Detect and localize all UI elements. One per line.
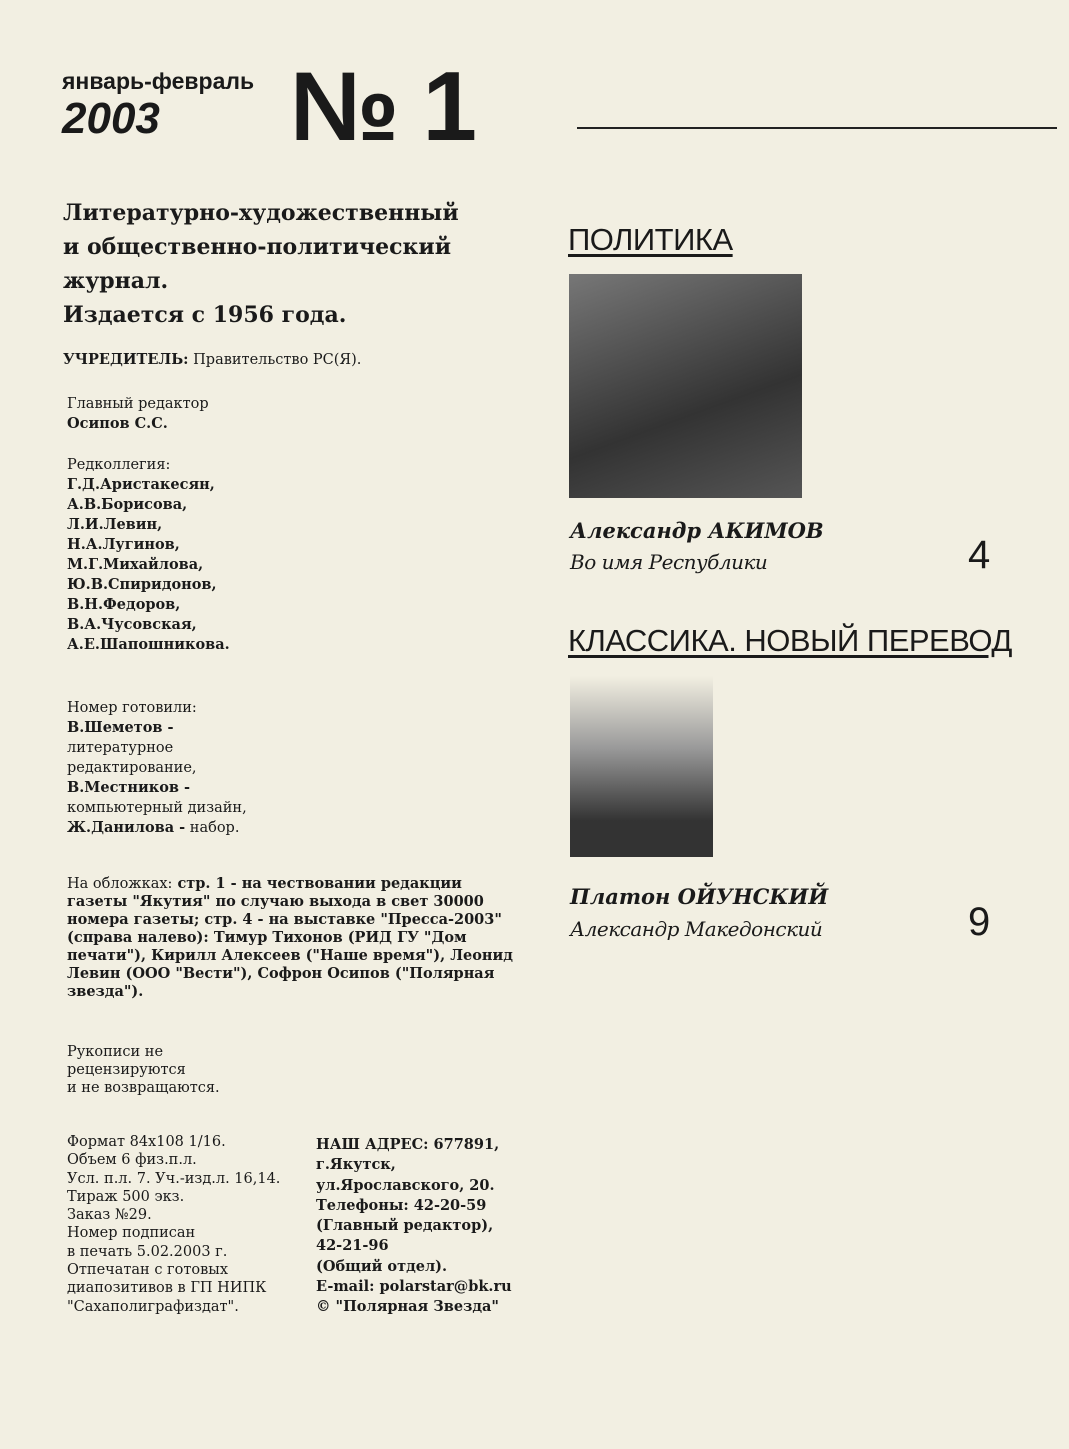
journal-description [63, 196, 483, 332]
imprint-line: Объем 6 физ.п.л. [67, 1152, 197, 1169]
board-member: Ю.В.Спиридонов, [67, 576, 217, 593]
page-number: 9 [968, 900, 991, 944]
article-author: Платон ОЙУНСКИЙ [570, 884, 829, 909]
address-line: (Общий отдел). [316, 1257, 448, 1275]
address-line: © "Полярная Звезда" [316, 1298, 499, 1316]
prepared-by [67, 698, 247, 838]
board-member: Г.Д.Аристакесян, [67, 476, 215, 493]
article-title[interactable]: Во имя Республики [570, 550, 768, 574]
editor-label: Главный редактор [67, 396, 209, 412]
note-line: и не возвращаются. [67, 1080, 220, 1096]
imprint-line: Формат 84х108 1/16. [67, 1134, 226, 1150]
person-name: Ж.Данилова - [67, 819, 186, 836]
address-line: г.Якутск, [316, 1156, 396, 1174]
imprint-line: Номер подписан [67, 1225, 196, 1242]
prepared-line [67, 798, 247, 818]
issue-number: № 1 [290, 51, 475, 161]
address-line: ул.Ярославского, 20. [316, 1176, 495, 1194]
desc-line: и общественно-политический [63, 234, 452, 260]
note-line: рецензируются [67, 1062, 186, 1078]
imprint-line: Усл. п.л. 7. Уч.-изд.л. 16,14. [67, 1170, 281, 1187]
prepared-label: Номер готовили: [67, 700, 197, 716]
section-heading-politics: ПОЛИТИКА [568, 222, 733, 257]
board-label: Редколлегия: [67, 457, 171, 473]
address [316, 1135, 512, 1318]
imprint-line: диапозитивов в ГП НИПК [67, 1280, 267, 1297]
imprint-line: Заказ №29. [67, 1207, 152, 1224]
photo-oyunsky [570, 676, 713, 857]
address-line: Телефоны: 42-20-59 [316, 1196, 487, 1214]
founder-label: УЧРЕДИТЕЛЬ: [63, 351, 189, 368]
board-member: В.А.Чусовская, [67, 616, 197, 633]
covers-text: стр. 1 - на чествовании редакции газеты "Якутия" по случаю выхода в свет 30000 номера газеты; стр. 4 - на выставке "Пресса-2003" (справа налево): Тимур Тихонов (РИД ГУ "Дом печати"), Кирилл Алексеев ("Наше время"), Леонид Левин (ООО "Вести"), Софрон Осипов ("Полярная звезда"). [67, 875, 513, 1000]
role: набор. [185, 820, 240, 836]
person-name: В.Шеметов - [67, 719, 174, 736]
covers-label: На обложках: [67, 876, 173, 892]
desc-line: журнал. [63, 268, 169, 294]
page-number: 4 [968, 533, 991, 577]
note-line: Рукописи не [67, 1044, 164, 1060]
board-member: Л.И.Левин, [67, 516, 163, 533]
section-heading-classics: КЛАССИКА. НОВЫЙ ПЕРЕВОД [568, 623, 1012, 658]
article-title[interactable]: Александр Македонский [570, 917, 823, 941]
role: литературное [67, 740, 174, 756]
board-member: А.Е.Шапошникова. [67, 636, 230, 653]
editor [67, 394, 209, 434]
imprint-line: Отпечатан с готовых [67, 1262, 229, 1279]
editorial-board [67, 455, 230, 655]
imprint-line: Тираж 500 экз. [67, 1188, 185, 1205]
prepared-line [67, 778, 247, 798]
role: редактирование, [67, 760, 197, 776]
address-line: 42-21-96 [316, 1237, 389, 1255]
imprint [67, 1133, 280, 1316]
prepared-line [67, 738, 247, 758]
founder-value: Правительство РС(Я). [193, 352, 362, 368]
board-member: Н.А.Лугинов, [67, 536, 180, 553]
cover-notes [67, 875, 517, 1001]
imprint-line: "Сахаполиграфиздат". [67, 1298, 239, 1315]
role: компьютерный дизайн, [67, 800, 247, 816]
prepared-line [67, 818, 247, 838]
imprint-line: в печать 5.02.2003 г. [67, 1243, 228, 1260]
address-line: НАШ АДРЕС: 677891, [316, 1136, 500, 1153]
board-member: А.В.Борисова, [67, 496, 188, 513]
board-member: М.Г.Михайлова, [67, 556, 204, 573]
board-member: В.Н.Федоров, [67, 596, 181, 613]
address-line: (Главный редактор), [316, 1217, 494, 1235]
prepared-line [67, 718, 247, 738]
photo-akimov [569, 274, 802, 498]
founder [63, 350, 361, 370]
address-line: E-mail: polarstar@bk.ru [316, 1278, 512, 1296]
header-rule [577, 127, 1057, 129]
article-author: Александр АКИМОВ [570, 518, 824, 543]
issue-year: 2003 [62, 94, 160, 143]
desc-line: Литературно-художественный [63, 200, 459, 226]
editor-name: Осипов С.С. [67, 415, 168, 432]
desc-line: Издается с 1956 года. [63, 302, 347, 328]
manuscripts-note [67, 1043, 220, 1097]
issue-months: январь-февраль [62, 68, 255, 94]
person-name: В.Местников - [67, 779, 191, 796]
prepared-line [67, 758, 247, 778]
